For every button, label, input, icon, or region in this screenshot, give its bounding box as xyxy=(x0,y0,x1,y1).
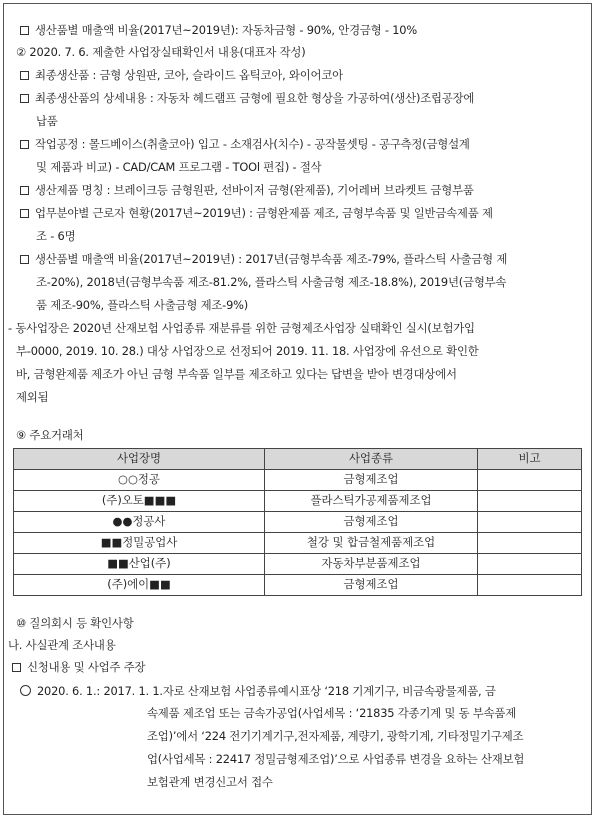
checkbox-square-icon xyxy=(20,186,29,195)
checkbox-square-icon xyxy=(20,140,29,149)
line-sales-ratio-detail-cont1: 조-20%), 2018년(금형부속품 제조-81.2%, 플라스틱 사출금형 제조-18.8%), 2019년(금형부속 xyxy=(36,275,507,289)
cell-business-type: 철강 및 합금철제품제조업 xyxy=(265,533,478,554)
cell-remarks xyxy=(478,491,582,512)
timeline-item-2020-06-01-cont1: 속제품 제조업 또는 금속가공업(사업세목 : ‘21835 각종기계 및 동 부속품제 xyxy=(147,706,517,720)
checkbox-square-icon xyxy=(20,26,29,35)
header-company-name: 사업장명 xyxy=(14,449,265,470)
line-sales-ratio-detail: 생산품별 매출액 비율(2017년~2019년) : 2017년(금형부속품 제조-79%, 플라스틱 사출금형 제 xyxy=(20,254,507,265)
cell-business-type: 플라스틱가공제품제조업 xyxy=(265,491,478,512)
cell-company: (주)오토■■■ xyxy=(14,491,265,512)
section-heading-fact-finding: 나. 사실관계 조사내용 xyxy=(8,638,116,652)
line-site-note: - 동사업장은 2020년 산재보험 사업종류 재분류를 위한 금형제조사업장 실태확인 실시(보험가입 xyxy=(8,321,475,335)
line-workers-cont: 조 - 6명 xyxy=(36,229,76,243)
table-row xyxy=(14,575,582,596)
table-row xyxy=(14,554,582,575)
section-heading-inquiry: ⑩ 질의회시 등 확인사항 xyxy=(16,616,134,630)
line-product-detail-cont: 납품 xyxy=(36,114,58,128)
line-product-detail: 최종생산품의 상세내용 : 자동차 헤드램프 금형에 필요한 형상을 가공하여(생산)조립공장에 xyxy=(20,93,474,104)
checkbox-square-icon xyxy=(20,255,29,264)
cell-remarks xyxy=(478,554,582,575)
line-work-process-cont: 및 제품과 비교) - CAD/CAM 프로그램 - TOOl 편집) - 절삭 xyxy=(36,160,322,174)
table-row xyxy=(14,512,582,533)
line-site-note-cont3: 제외됨 xyxy=(16,390,49,404)
checkbox-square-icon xyxy=(20,209,29,218)
cell-remarks xyxy=(478,533,582,554)
cell-remarks xyxy=(478,575,582,596)
section-heading-site-report: ② 2020. 7. 6. 제출한 사업장실태확인서 내용(대표자 작성) xyxy=(16,45,306,59)
cell-remarks xyxy=(478,512,582,533)
main-clients-table xyxy=(13,448,582,596)
cell-business-type: 금형제조업 xyxy=(265,512,478,533)
checkbox-square-icon xyxy=(12,663,21,672)
circle-bullet-icon xyxy=(20,685,31,696)
table-row xyxy=(14,533,582,554)
header-remarks: 비고 xyxy=(478,449,582,470)
cell-company: ●●정공사 xyxy=(14,512,265,533)
timeline-item-2020-06-01-cont4: 보험관계 변경신고서 접수 xyxy=(147,775,273,789)
line-final-products: 최종생산품 : 금형 상원판, 코아, 슬라이드 옵틱코아, 와이어코아 xyxy=(20,70,343,81)
checkbox-square-icon xyxy=(20,71,29,80)
timeline-item-2020-06-01-cont3: 업(사업세목 : 22417 정밀금형제조업)’으로 사업종류 변경을 요하는 산재보험 xyxy=(147,752,525,766)
cell-business-type: 금형제조업 xyxy=(265,470,478,491)
cell-business-type: 자동차부분품제조업 xyxy=(265,554,478,575)
line-product-names: 생산제품 명칭 : 브레이크등 금형원판, 선바이저 금형(완제품), 기어레버 브라켓트 금형부품 xyxy=(20,185,474,196)
line-site-note-cont2: 바, 금형완제품 제조가 아닌 금형 부속품 일부를 제조하고 있다는 답변을 받아 변경대상에서 xyxy=(16,367,457,381)
table-row xyxy=(14,491,582,512)
line-sales-ratio-detail-cont2: 품 제조-90%, 플라스틱 사출금형 제조-9%) xyxy=(36,298,249,312)
header-business-type: 사업종류 xyxy=(265,449,478,470)
cell-company: (주)에이■■ xyxy=(14,575,265,596)
table-header-row xyxy=(14,449,582,470)
cell-company: ○○정공 xyxy=(14,470,265,491)
cell-business-type: 금형제조업 xyxy=(265,575,478,596)
table-row xyxy=(14,470,582,491)
line-application-claim: 신청내용 및 사업주 주장 xyxy=(12,662,145,673)
timeline-item-2020-06-01: 2020. 6. 1.: 2017. 1. 1.자로 산재보험 사업종류예시표상 ‘218 기계기구, 비금속광물제품, 금 xyxy=(20,685,496,697)
cell-company: ■■정밀공업사 xyxy=(14,533,265,554)
checkbox-square-icon xyxy=(20,94,29,103)
cell-company: ■■산업(주) xyxy=(14,554,265,575)
line-workers: 업무분야별 근로자 현황(2017년~2019년) : 금형완제품 제조, 금형부속품 및 일반금속제품 제 xyxy=(20,208,493,219)
section-heading-main-clients: ⑨ 주요거래처 xyxy=(16,428,84,442)
timeline-item-2020-06-01-cont2: 조업)’에서 ‘224 전기기계기구,전자제품, 계량기, 광학기계, 기타정밀기구제조 xyxy=(147,729,524,743)
cell-remarks xyxy=(478,470,582,491)
line-work-process: 작업공정 : 몰드베이스(취출코아) 입고 - 소재검사(치수) - 공작물셋팅 - 공구측정(금형설계 xyxy=(20,139,470,150)
line-site-note-cont1: 부-0000, 2019. 10. 28.) 대상 사업장으로 선정되어 2019. 11. 18. 사업장에 유선으로 확인한 xyxy=(16,344,479,358)
line-sales-ratio-summary: 생산품별 매출액 비율(2017년~2019년): 자동차금형 - 90%, 안경금형 - 10% xyxy=(20,25,417,36)
